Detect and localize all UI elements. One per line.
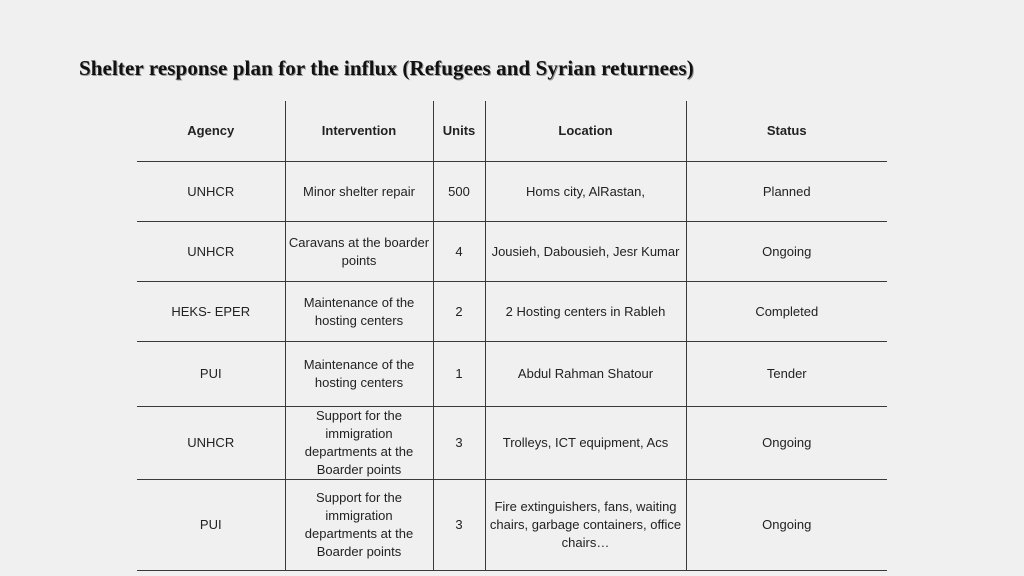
cell-location: Homs city, AlRastan, <box>485 162 686 222</box>
header-agency: Agency <box>137 101 285 162</box>
table-row <box>137 162 887 222</box>
cell-location: 2 Hosting centers in Rableh <box>485 282 686 342</box>
header-location: Location <box>485 101 686 162</box>
cell-status: Ongoing <box>686 480 887 571</box>
cell-agency: HEKS- EPER <box>137 282 285 342</box>
cell-location: Abdul Rahman Shatour <box>485 342 686 407</box>
table-row <box>137 282 887 342</box>
cell-status: Ongoing <box>686 407 887 480</box>
cell-status: Ongoing <box>686 222 887 282</box>
cell-agency: PUI <box>137 480 285 571</box>
shelter-plan-table <box>137 101 887 571</box>
cell-intervention: Caravans at the boarder points <box>285 222 433 282</box>
table-row <box>137 407 887 480</box>
cell-location: Jousieh, Dabousieh, Jesr Kumar <box>485 222 686 282</box>
slide-title: Shelter response plan for the influx (Refugees and Syrian returnees) <box>79 56 694 80</box>
cell-status: Completed <box>686 282 887 342</box>
cell-units: 2 <box>433 282 485 342</box>
table-row <box>137 342 887 407</box>
cell-units: 3 <box>433 407 485 480</box>
table-header-row <box>137 101 887 162</box>
header-units: Units <box>433 101 485 162</box>
cell-agency: UNHCR <box>137 407 285 480</box>
cell-intervention: Maintenance of the hosting centers <box>285 282 433 342</box>
cell-units: 3 <box>433 480 485 571</box>
cell-units: 500 <box>433 162 485 222</box>
header-intervention: Intervention <box>285 101 433 162</box>
cell-intervention: Maintenance of the hosting centers <box>285 342 433 407</box>
cell-agency: PUI <box>137 342 285 407</box>
cell-intervention: Support for the immigration departments at the Boarder points <box>285 480 433 571</box>
table-row <box>137 222 887 282</box>
cell-units: 1 <box>433 342 485 407</box>
cell-units: 4 <box>433 222 485 282</box>
cell-location: Trolleys, ICT equipment, Acs <box>485 407 686 480</box>
cell-intervention: Minor shelter repair <box>285 162 433 222</box>
cell-agency: UNHCR <box>137 162 285 222</box>
table-row <box>137 480 887 571</box>
cell-location: Fire extinguishers, fans, waiting chairs, garbage containers, office chairs… <box>485 480 686 571</box>
cell-agency: UNHCR <box>137 222 285 282</box>
cell-status: Planned <box>686 162 887 222</box>
header-status: Status <box>686 101 887 162</box>
cell-intervention: Support for the immigration departments at the Boarder points <box>285 407 433 480</box>
cell-status: Tender <box>686 342 887 407</box>
